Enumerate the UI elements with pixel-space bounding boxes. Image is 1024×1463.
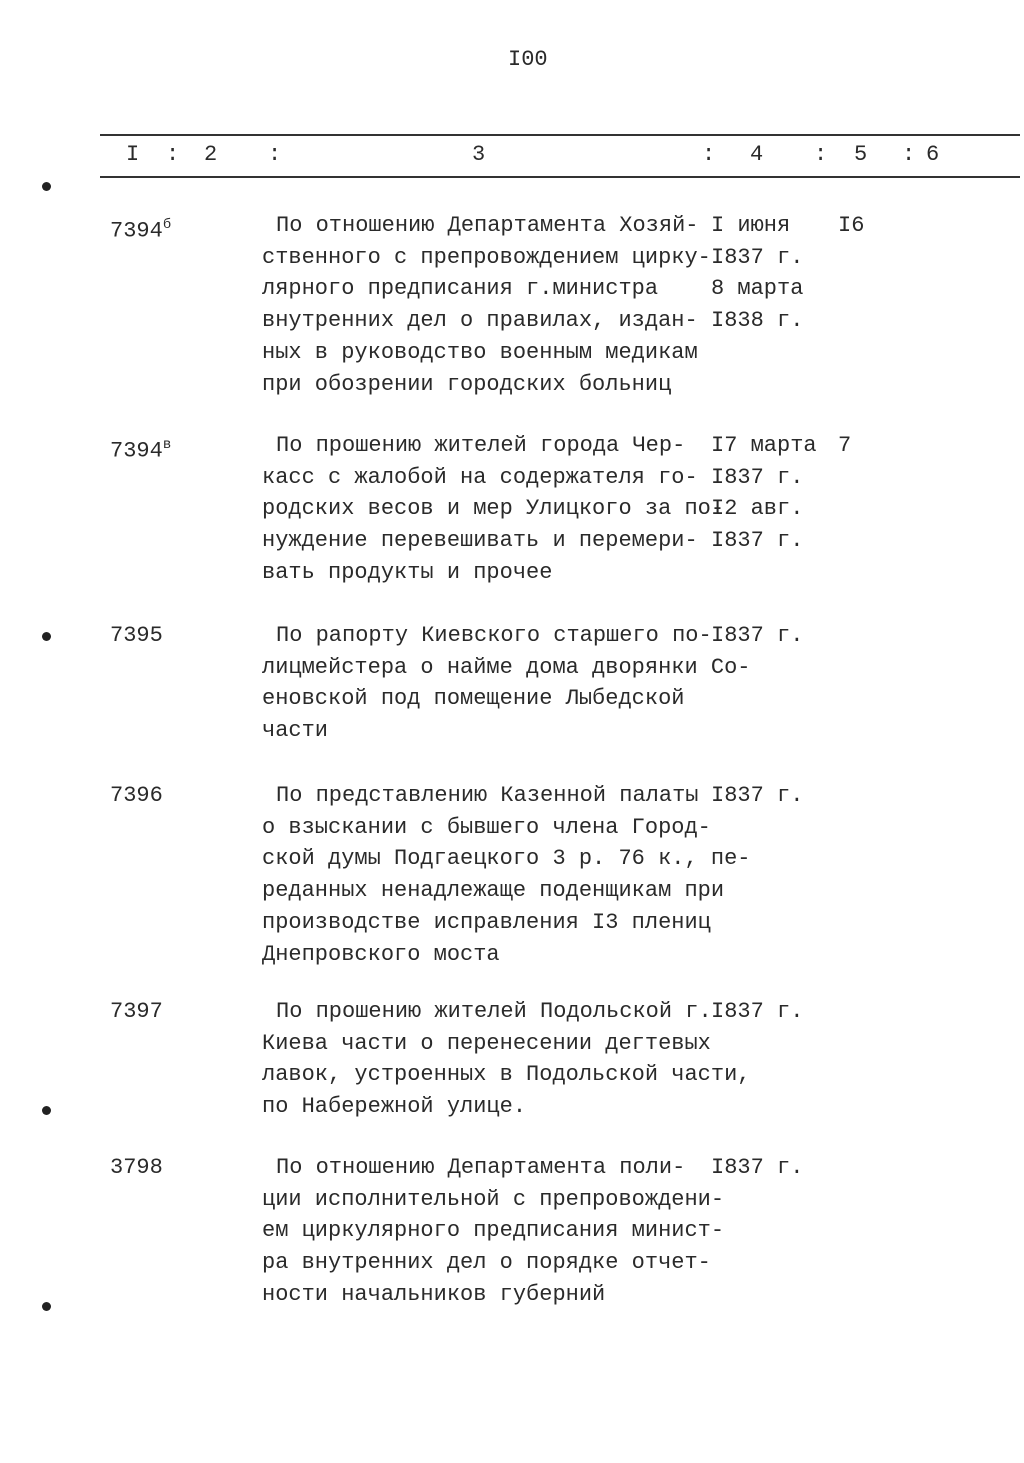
description-line: лярного предписания г.министра (262, 276, 659, 302)
entry-dates (711, 996, 803, 1028)
date-line: I837 г. (711, 464, 804, 490)
entry-number-text: 7397 (110, 999, 163, 1024)
description-line: внутренних дел о правилах, издан- (262, 308, 698, 334)
entry-number-suffix: б (162, 217, 172, 233)
header-sep: : (702, 142, 716, 167)
entry-number-text: 7395 (110, 623, 163, 648)
date-line: I июня (711, 213, 791, 238)
description-line: лицмейстера о найме дома дворянки Со- (262, 654, 751, 680)
entry-description (262, 1152, 724, 1311)
description-line: По рапорту Киевского старшего по- (276, 623, 712, 648)
description-line: ции исполнительной с препровождени- (262, 1186, 725, 1212)
punch-hole (42, 182, 51, 191)
description-line: реданных ненадлежаще поденщикам при (262, 878, 725, 904)
entry-number (110, 1152, 163, 1184)
date-line: I837 г. (711, 623, 804, 648)
entry-dates (711, 1152, 803, 1184)
description-line: по Набережной улице. (262, 1094, 527, 1120)
description-line: По прошению жителей Подольской г. (276, 999, 712, 1024)
entry-dates (711, 430, 817, 557)
description-line: ской думы Подгаецкого 3 р. 76 к., пе- (262, 846, 751, 872)
date-line: I837 г. (711, 1155, 804, 1180)
header-col5: 5 (854, 142, 868, 167)
description-line: ных в руководство военным медикам (262, 339, 698, 365)
description-line: касс с жалобой на содержателя го- (262, 464, 698, 490)
entry-description (262, 210, 711, 400)
entry-number-text: 3798 (110, 1155, 163, 1180)
description-line: ности начальников губерний (262, 1281, 606, 1307)
header-col1: I (126, 142, 140, 167)
description-line: производстве исправления I3 плениц (262, 909, 711, 935)
entry-description (262, 780, 750, 970)
punch-hole (42, 1302, 51, 1311)
header-sep: : (814, 142, 828, 167)
description-line: еновской под помещение Лыбедской (262, 686, 685, 712)
description-line: По прошению жителей города Чер- (276, 433, 686, 458)
punch-hole (42, 1106, 51, 1115)
header-sep: : (902, 142, 916, 167)
entry-number-suffix: в (162, 437, 172, 453)
description-line: ра внутренних дел о порядке отчет- (262, 1250, 711, 1276)
entry-number (110, 996, 163, 1028)
entry-number (110, 210, 171, 247)
header-sep: : (268, 142, 282, 167)
description-line: о взыскании с бывшего члена Город- (262, 814, 711, 840)
entry-number-text: 7396 (110, 783, 163, 808)
entry-number (110, 780, 163, 812)
date-line: I837 г. (711, 999, 804, 1024)
description-line: ственного с препровождением цирку- (262, 244, 711, 270)
entry-sheet-count: I6 (838, 213, 865, 238)
description-line: По отношению Департамента поли- (276, 1155, 686, 1180)
entry-description (262, 620, 750, 747)
entry-description (262, 996, 750, 1123)
date-line: I837 г. (711, 783, 804, 808)
description-line: Днепровского моста (262, 941, 500, 967)
date-line: I837 г. (711, 244, 804, 270)
header-col3: 3 (472, 142, 486, 167)
entry-dates (711, 210, 803, 337)
page-number: I00 (508, 47, 548, 72)
entry-number-text: 7394 (110, 218, 163, 244)
header-sep: : (166, 142, 180, 167)
description-line: лавок, устроенных в Подольской части, (262, 1062, 751, 1088)
entry-dates (711, 620, 803, 652)
entry-sheet-count: 7 (838, 433, 852, 458)
header-col4: 4 (750, 142, 764, 167)
entry-description (262, 430, 724, 589)
description-line: По представлению Казенной палаты (276, 783, 699, 808)
date-line: I7 марта (711, 433, 817, 458)
punch-hole (42, 632, 51, 641)
header-col6: 6 (926, 142, 940, 167)
header-top-rule (100, 134, 1020, 136)
description-line: нуждение перевешивать и перемери- (262, 528, 698, 554)
entry-dates (711, 780, 803, 812)
date-line: I837 г. (711, 528, 804, 554)
date-line: 8 марта (711, 276, 804, 302)
description-line: части (262, 718, 329, 744)
entry-number (110, 430, 171, 467)
entry-number-text: 7394 (110, 438, 163, 464)
header-col2: 2 (204, 142, 218, 167)
description-line: при обозрении городских больниц (262, 371, 672, 397)
header-bottom-rule (100, 176, 1020, 178)
entry-number (110, 620, 163, 652)
description-line: родских весов и мер Улицкого за по- (262, 496, 725, 522)
description-line: вать продукты и прочее (262, 559, 553, 585)
date-line: I2 авг. (711, 496, 804, 522)
description-line: ем циркулярного предписания минист- (262, 1218, 725, 1244)
date-line: I838 г. (711, 308, 804, 334)
description-line: Киева части о перенесении дегтевых (262, 1030, 711, 1056)
description-line: По отношению Департамента Хозяй- (276, 213, 699, 238)
